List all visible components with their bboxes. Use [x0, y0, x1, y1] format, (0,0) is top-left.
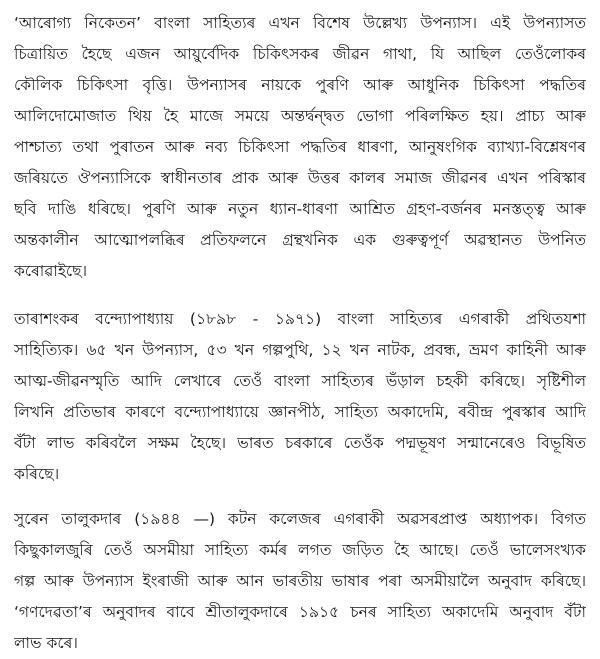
text-line: লাভ কৰে।: [14, 634, 78, 652]
paragraph-suren-talukdar: [14, 504, 586, 659]
text-line: ‘আৰোগ্য নিকেতন’ বাংলা সাহিত্যৰ এখন বিশেষ উল্লেখ্য উপন্যাস। এই উপন্যাসত: [14, 14, 586, 32]
text-line: সুৰেন তালুকদাৰ (১৯৪৪ —) কটন কলেজৰ এগৰাকী অৱসৰপ্ৰাপ্ত অধ্যাপক। বিগত: [14, 510, 586, 528]
text-line: পাশ্চাত্য তথা পুৰাতন আৰু নব্য চিকিৎসা পদ্ধতিৰ ধাৰণা, আনুষংগিক ব্যাখ্যা-বিশ্লেষণৰ: [14, 138, 586, 156]
text-line: তাৰাশংকৰ বন্দ্যোপাধ্যায় (১৮৯৮ - ১৯৭১) বাংলা সাহিত্যৰ এগৰাকী প্ৰথিতযশা: [14, 310, 586, 328]
text-line: জৰিয়তে ঔপন্যাসিকে স্বাধীনতাৰ প্ৰাক আৰু উত্তৰ কালৰ সমাজ জীৱনৰ এখন পৰিস্কাৰ: [14, 169, 586, 187]
text-line: কৰোৱাইছে।: [14, 262, 88, 280]
text-line: বঁটা লাভ কৰিবলৈ সক্ষম হৈছে। ভাৰত চৰকাৰে তেওঁক পদ্মভূষণ সন্মানেৰেও বিভূষিত: [14, 434, 586, 452]
text-line: ‘গণদেৱতা’ৰ অনুবাদৰ বাবে শ্ৰীতালুকদাৰে ১৯১৫ চনৰ সাহিত্য অকাদেমি অনুবাদ বঁটা: [14, 603, 586, 621]
paragraph-spacer: [14, 490, 586, 504]
paragraph-spacer: [14, 287, 586, 304]
text-line: লিখনি প্ৰতিভাৰ কাৰণে বন্দ্যোপাধ্যায়ে জ্ঞানপীঠ, সাহিত্য অকাদেমি, ৰবীন্দ্ৰ পুৰস্কাৰ আদি: [14, 403, 586, 421]
text-line: গল্প আৰু উপন্যাস ইংৰাজী আৰু আন ভাৰতীয় ভাষাৰ পৰা অসমীয়ালৈ অনুবাদ কৰিছে।: [14, 572, 586, 590]
text-line: চিত্ৰায়িত হৈছে এজন আয়ুৰ্বেদিক চিকিৎসকৰ জীৱন গাথা, যি আছিল তেওঁলোকৰ: [14, 45, 586, 63]
text-line: আত্ম-জীৱনস্মৃতি আদি লেখাৰে তেওঁ বাংলা সাহিত্যৰ ভঁড়াল চহকী কৰিছে। সৃষ্টিশীল: [14, 372, 586, 390]
text-line: সাহিত্যিক। ৬৫ খন উপন্যাস, ৫৩ খন গল্পপুথি, ১২ খন নাটক, প্ৰবন্ধ, ভ্ৰমণ কাহিনী আৰু: [14, 341, 586, 359]
paragraph-arogya-niketan: [14, 8, 586, 287]
text-line: কৰিছে।: [14, 465, 60, 483]
text-line: অন্তকালীন আত্মোপলব্ধিৰ প্ৰতিফলনে গ্ৰন্থখনিক এক গুৰুত্বপূৰ্ণ অৱস্থানত উপনিত: [14, 231, 586, 249]
text-line: ছবি দাঙি ধৰিছে। পুৰণি আৰু নতুন ধ্যান-ধাৰণা আশ্ৰিত গ্ৰহণ-বৰ্জনৰ মনস্তত্ত্ব আৰু: [14, 200, 586, 218]
text-line: কৌলিক চিকিৎসা বৃত্তি। উপন্যাসৰ নায়কে পুৰণি আৰু আধুনিক চিকিৎসা পদ্ধতিৰ: [14, 76, 586, 94]
paragraph-tarashankar: [14, 304, 586, 490]
text-line: কিছুকালজুৰি তেওঁ অসমীয়া সাহিত্য কৰ্মৰ লগত জড়িত হৈ আছে। তেওঁ ভালেসংখ্যক: [14, 541, 586, 559]
text-line: আলিদোমোজাত থিয় হৈ মাজে সময়ে অন্তৰ্দ্বন্দ্বত ভোগা পৰিলক্ষিত হয়। প্ৰাচ্য আৰু: [14, 107, 586, 125]
